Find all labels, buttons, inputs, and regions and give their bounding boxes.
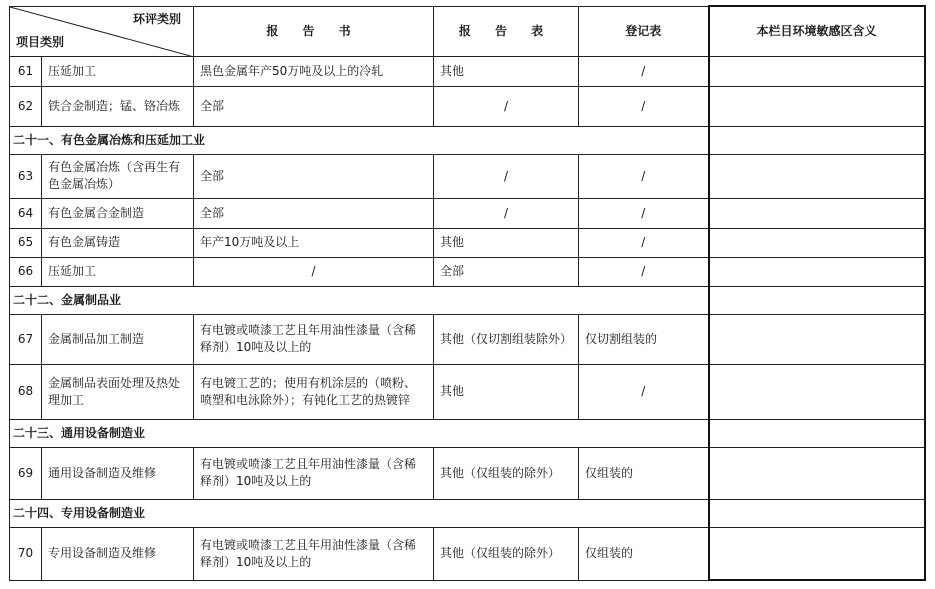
report-form-cell: / — [434, 86, 579, 126]
section-row — [10, 419, 925, 447]
project-name: 金属制品表面处理及热处理加工 — [42, 364, 194, 419]
registration-cell: / — [579, 257, 709, 286]
report-book-cell: 全部 — [194, 154, 434, 198]
report-book-cell: 有电镀工艺的；使用有机涂层的（喷粉、喷塑和电泳除外）；有钝化工艺的热镀锌 — [194, 364, 434, 419]
col-header-report-book: 报 告 书 — [194, 6, 434, 56]
row-number: 70 — [10, 527, 42, 580]
sensitive-area-cell — [709, 154, 925, 198]
table-row — [10, 154, 925, 198]
sensitive-area-cell — [709, 364, 925, 419]
project-name: 金属制品加工制造 — [42, 314, 194, 364]
table-row — [10, 527, 925, 580]
col-header-report-form: 报 告 表 — [434, 6, 579, 56]
registration-cell: / — [579, 86, 709, 126]
sensitive-area-cell — [709, 286, 925, 314]
row-number: 63 — [10, 154, 42, 198]
registration-cell: / — [579, 228, 709, 257]
registration-cell: / — [579, 198, 709, 228]
sensitive-area-cell — [709, 447, 925, 499]
project-name: 有色金属铸造 — [42, 228, 194, 257]
table-row — [10, 364, 925, 419]
col-header-sensitive-area: 本栏目环境敏感区含义 — [709, 6, 925, 56]
report-book-cell: 有电镀或喷漆工艺且年用油性漆量（含稀释剂）10吨及以上的 — [194, 314, 434, 364]
report-form-cell: 其他 — [434, 56, 579, 86]
row-number: 67 — [10, 314, 42, 364]
sensitive-area-cell — [709, 86, 925, 126]
col-header-registration: 登记表 — [579, 6, 709, 56]
row-number: 66 — [10, 257, 42, 286]
section-title: 二十四、专用设备制造业 — [10, 499, 709, 527]
registration-cell: 仅组装的 — [579, 527, 709, 580]
table-row — [10, 447, 925, 499]
corner-header-cell — [10, 6, 194, 56]
project-name: 有色金属合金制造 — [42, 198, 194, 228]
project-name: 通用设备制造及维修 — [42, 447, 194, 499]
header-row — [10, 6, 925, 56]
section-title: 二十一、有色金属冶炼和压延加工业 — [10, 126, 709, 154]
report-book-cell: / — [194, 257, 434, 286]
table-row — [10, 86, 925, 126]
report-form-cell: 其他（仅组装的除外） — [434, 447, 579, 499]
sensitive-area-cell — [709, 527, 925, 580]
report-form-cell: 其他（仅组装的除外） — [434, 527, 579, 580]
table-row — [10, 56, 925, 86]
report-form-cell: / — [434, 198, 579, 228]
row-number: 61 — [10, 56, 42, 86]
row-number: 65 — [10, 228, 42, 257]
report-book-cell: 有电镀或喷漆工艺且年用油性漆量（含稀释剂）10吨及以上的 — [194, 447, 434, 499]
table-row — [10, 198, 925, 228]
report-form-cell: 全部 — [434, 257, 579, 286]
sensitive-area-cell — [709, 499, 925, 527]
report-book-cell: 全部 — [194, 86, 434, 126]
sensitive-area-cell — [709, 257, 925, 286]
sensitive-area-cell — [709, 126, 925, 154]
corner-top-label: 环评类别 — [132, 11, 181, 26]
corner-bottom-label: 项目类别 — [16, 34, 65, 49]
table-row — [10, 257, 925, 286]
report-form-cell: 其他（仅切割组装除外） — [434, 314, 579, 364]
registration-cell: / — [579, 154, 709, 198]
sensitive-area-cell — [709, 56, 925, 86]
report-book-cell: 年产10万吨及以上 — [194, 228, 434, 257]
section-row — [10, 499, 925, 527]
registration-cell: 仅组装的 — [579, 447, 709, 499]
table-row — [10, 314, 925, 364]
section-title: 二十三、通用设备制造业 — [10, 419, 709, 447]
row-number: 68 — [10, 364, 42, 419]
sensitive-area-cell — [709, 419, 925, 447]
section-row — [10, 286, 925, 314]
project-name: 铁合金制造；锰、铬冶炼 — [42, 86, 194, 126]
report-book-cell: 有电镀或喷漆工艺且年用油性漆量（含稀释剂）10吨及以上的 — [194, 527, 434, 580]
row-number: 62 — [10, 86, 42, 126]
environmental-assessment-table — [9, 5, 926, 581]
report-form-cell: 其他 — [434, 228, 579, 257]
row-number: 64 — [10, 198, 42, 228]
registration-cell: / — [579, 56, 709, 86]
report-form-cell: 其他 — [434, 364, 579, 419]
row-number: 69 — [10, 447, 42, 499]
section-row — [10, 126, 925, 154]
sensitive-area-cell — [709, 314, 925, 364]
report-book-cell: 全部 — [194, 198, 434, 228]
registration-cell: 仅切割组装的 — [579, 314, 709, 364]
section-title: 二十二、金属制品业 — [10, 286, 709, 314]
project-name: 有色金属冶炼（含再生有色金属冶炼） — [42, 154, 194, 198]
sensitive-area-cell — [709, 228, 925, 257]
registration-cell: / — [579, 364, 709, 419]
project-name: 压延加工 — [42, 257, 194, 286]
sensitive-area-cell — [709, 198, 925, 228]
project-name: 专用设备制造及维修 — [42, 527, 194, 580]
report-book-cell: 黑色金属年产50万吨及以上的冷轧 — [194, 56, 434, 86]
table-row — [10, 228, 925, 257]
project-name: 压延加工 — [42, 56, 194, 86]
report-form-cell: / — [434, 154, 579, 198]
